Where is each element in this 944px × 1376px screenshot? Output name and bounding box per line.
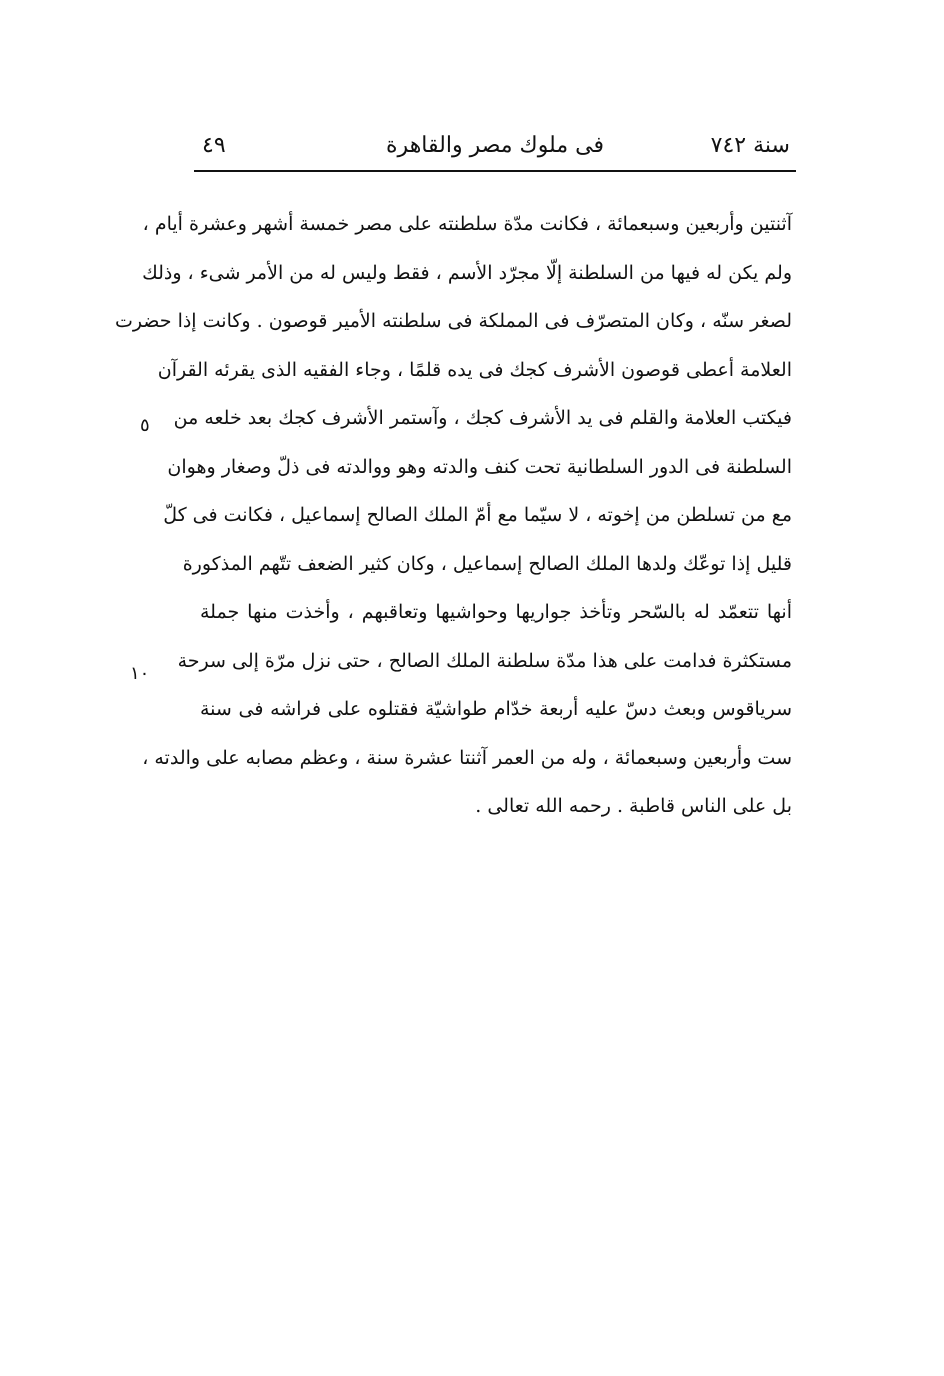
header-rule <box>194 170 796 172</box>
text-line: السلطنة فى الدور السلطانية تحت كنف والدته وهو ووالدته فى ذلّ وصغار وهوان <box>167 455 792 478</box>
text-line: قليل إذا توعّك ولدها الملك الصالح إسماعيل ، وكان كثير الضعف تتّهم المذكورة <box>182 552 792 575</box>
text-line: مستكثرة فدامت على هذا مدّة سلطنة الملك الصالح ، حتى نزل مرّة إلى سرحة <box>177 649 792 672</box>
text-line: ست وأربعين وسبعمائة ، وله من العمر آثنتا عشرة سنة ، وعظم مصابه على والدته ، <box>142 746 792 769</box>
header-title: فى ملوك مصر والقاهرة <box>386 133 604 158</box>
page-number: ٤٩ <box>202 133 226 158</box>
text-line: لصغر سنّه ، وكان المتصرّف فى المملكة فى سلطنته الأمير قوصون . وكانت إذا حضرت <box>114 310 792 332</box>
text-line: آثنتين وأربعين وسبعمائة ، فكانت مدّة سلطنته على مصر خمسة أشهر وعشرة أيام ، <box>142 213 792 235</box>
text-line: سرياقوس وبعث دسّ عليه أربعة خدّام طواشيّة فقتلوه على فراشه فى سنة <box>200 698 792 720</box>
running-head <box>196 126 794 166</box>
line-number-10: ١٠ <box>130 663 150 684</box>
header-year: سنة ٧٤٢ <box>710 133 790 158</box>
text-line: بل على الناس قاطبة . رحمه الله تعالى . <box>475 795 792 817</box>
line-number-5: ٥ <box>140 415 150 436</box>
text-line: مع من تسلطن من إخوته ، لا سيّما مع أمّ الملك الصالح إسماعيل ، فكانت فى كلّ <box>163 504 792 526</box>
text-line: أنها تتعمّد له بالسّحر وتأخذ جواريها وحواشيها وتعاقبهم ، وأخذت منها جملة <box>200 601 792 623</box>
text-line: العلامة أعطى قوصون الأشرف كجك فى يده قلمًا ، وجاء الفقيه الذى يقرئه القرآن <box>157 358 792 381</box>
text-line: ولم يكن له فيها من السلطنة إلّا مجرّد الأسم ، فقط وليس له من الأمر شىء ، وذلك <box>142 261 792 284</box>
text-line: فيكتب العلامة والقلم فى يد الأشرف كجك ، وآستمر الأشرف كجك بعد خلعه من <box>173 407 792 429</box>
